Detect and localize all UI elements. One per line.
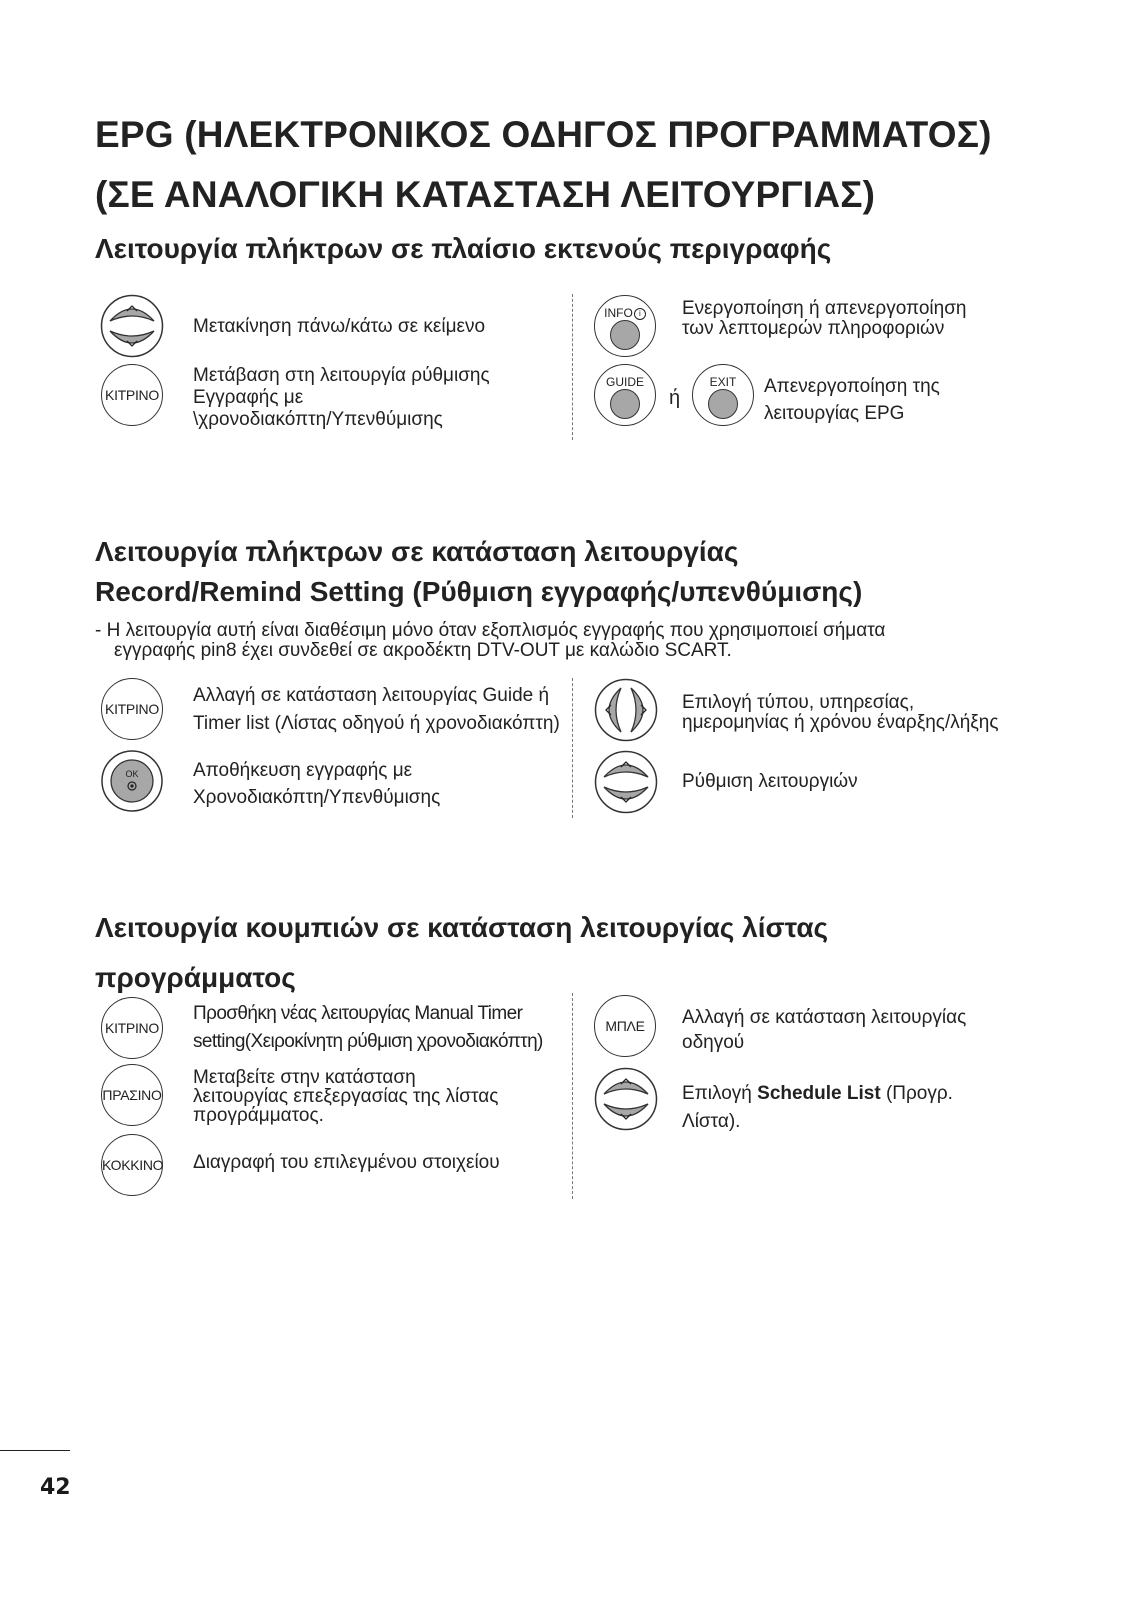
footer-rule [0, 1450, 70, 1451]
updown-desc: Μετακίνηση πάνω/κάτω σε κείμενο [193, 316, 486, 337]
exit-button-label: EXIT [709, 375, 737, 389]
page-number: 42 [40, 1475, 71, 1500]
title-line-1: EPG (ΗΛΕΚΤΡΟΝΙΚΟΣ ΟΔΗΓΟΣ ΠΡΟΓΡΑΜΜΑΤΟΣ) [95, 114, 992, 155]
info-button-label: INFO i [595, 306, 655, 320]
ok-button-label: OK [125, 769, 139, 779]
exit-desc: Απενεργοποίηση της λειτουργίας EPG [764, 376, 940, 424]
yellow-button [101, 997, 163, 1059]
yellow-desc: Μετάβαση στη λειτουργία ρύθμισης Εγγραφής με \χρονοδιακόπτη/Υπενθύμισης [193, 365, 490, 430]
section1-divider [572, 294, 573, 440]
guide-button [594, 364, 656, 426]
red-button [101, 1134, 163, 1196]
ok-desc: Αποθήκευση εγγραφής με Χρονοδιακόπτη/Υπενθύμισης [193, 760, 441, 808]
yellow-button-label: ΚΙΤΡΙΝΟ [105, 387, 159, 403]
info-button-dot [610, 320, 640, 350]
leftright-button [594, 678, 658, 742]
section3-divider [572, 993, 573, 1199]
updown-button [594, 1067, 658, 1131]
updown-desc: Ρύθμιση λειτουργιών [682, 771, 858, 792]
schedule-list-label: Schedule List [757, 1083, 881, 1104]
yellow-guide-desc: Αλλαγή σε κατάσταση λειτουργίας Guide ή Timer list (Λίστας οδηγού ή χρονοδιακόπτη) [193, 685, 560, 734]
info-button [594, 295, 656, 357]
blue-button-label: ΜΠΛΕ [605, 1018, 645, 1034]
red-desc: Διαγραφή του επιλεγμένου στοιχείου [193, 1152, 500, 1173]
blue-desc: Αλλαγή σε κατάσταση λειτουργίας οδηγού [682, 1007, 967, 1053]
red-button-label: ΚΟΚΚΙΝΟ [102, 1157, 164, 1173]
section2-divider [572, 678, 573, 818]
updown-button [594, 750, 658, 814]
section3-heading: Λειτουργία κουμπιών σε κατάσταση λειτουργίας λίστας προγράμματος [95, 912, 829, 993]
yellow-button-label: ΚΙΤΡΙΝΟ [105, 1020, 159, 1036]
exit-button-dot [708, 389, 738, 419]
green-button [101, 1064, 163, 1126]
title-line-2: (ΣΕ ΑΝΑΛΟΓΙΚΗ ΚΑΤΑΣΤΑΣΗ ΛΕΙΤΟΥΡΓΙΑΣ) [95, 174, 876, 215]
green-desc: Μεταβείτε στην κατάσταση λειτουργίας επεξεργασίας της λίστας προγράμματος. [193, 1067, 499, 1126]
yellow-button [101, 678, 163, 740]
section2-heading: Λειτουργία πλήκτρων σε κατάσταση λειτουργίας Record/Remind Setting (Ρύθμιση εγγραφής/υπενθύμισης) [95, 536, 863, 607]
page-title [95, 105, 992, 225]
guide-button-dot [610, 389, 640, 419]
info-icon: i [634, 308, 646, 320]
section2-note: - Η λειτουργία αυτή είναι διαθέσιμη μόνο όταν εξοπλισμός εγγραφής που χρησιμοποιεί σήματα εγγραφής pin8 έχει συνδεθεί σε ακροδέκτη DTV-OUT με καλώδιο SCART. [95, 620, 886, 661]
guide-button-label: GUIDE [605, 375, 644, 389]
ok-button [101, 750, 163, 812]
exit-button [692, 364, 754, 426]
info-desc: Ενεργοποίηση ή απενεργοποίηση των λεπτομερών πληροφοριών [682, 298, 967, 339]
updown-button [100, 294, 164, 358]
or-text: ή [669, 387, 681, 409]
blue-button [594, 995, 656, 1057]
yellow-button-label: ΚΙΤΡΙΝΟ [105, 701, 159, 717]
schedule-list-desc: Επιλογή Schedule List (Προγρ. Λίστα). [682, 1083, 953, 1132]
leftright-desc: Επιλογή τύπου, υπηρεσίας, ημερομηνίας ή χρόνου έναρξης/λήξης [682, 692, 999, 733]
yellow-add-desc: Προσθήκη νέας λειτουργίας Manual Timer setting(Χειροκίνητη ρύθμιση χρονοδιακόπτη) [193, 1003, 543, 1052]
green-button-label: ΠΡΑΣΙΝΟ [102, 1087, 162, 1103]
yellow-button [101, 364, 163, 426]
section1-heading: Λειτουργία πλήκτρων σε πλαίσιο εκτενούς περιγραφής [95, 233, 832, 264]
